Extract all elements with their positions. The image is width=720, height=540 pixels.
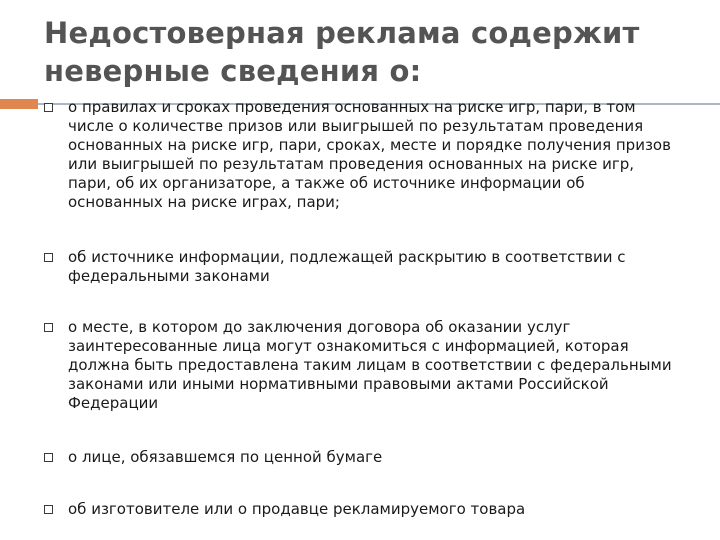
square-bullet-icon [44,253,53,262]
slide-title: Недостоверная реклама содержит неверные сведения о: [44,16,640,88]
square-bullet-icon [44,505,53,514]
bullet-text: о правилах и сроках проведения основанных на риске игр, пари, в том числе о количестве призов или выигрышей по результатам проведения основанных на риске игр, пари, сроках, месте и порядке получения призов или выигрышей по результатам проведения основанных на риске игр, пари, об их организаторе, а также об источнике информации об основанных на риске играх, пари; [68,98,671,211]
square-bullet-icon [44,323,53,332]
bullet-item [44,318,674,413]
square-bullet-icon [44,453,53,462]
bullet-item [44,248,674,286]
bullet-item [44,448,674,467]
square-bullet-icon [44,103,53,112]
bullet-text: о месте, в котором до заключения договора об оказании услуг заинтересованные лица могут ознакомиться с информацией, которая должна быть предоставлена таким лицам в соответствии с федеральными законами или иными нормативными правовыми актами Российской Федерации [68,318,672,412]
bullet-text: о лице, обязавшемся по ценной бумаге [68,448,383,466]
bullet-text: об изготовителе или о продавце рекламируемого товара [68,500,526,518]
bullet-item [44,500,674,519]
bullet-item [44,98,674,212]
bullet-text: об источнике информации, подлежащей раскрытию в соответствии с федеральными законами [68,248,626,285]
